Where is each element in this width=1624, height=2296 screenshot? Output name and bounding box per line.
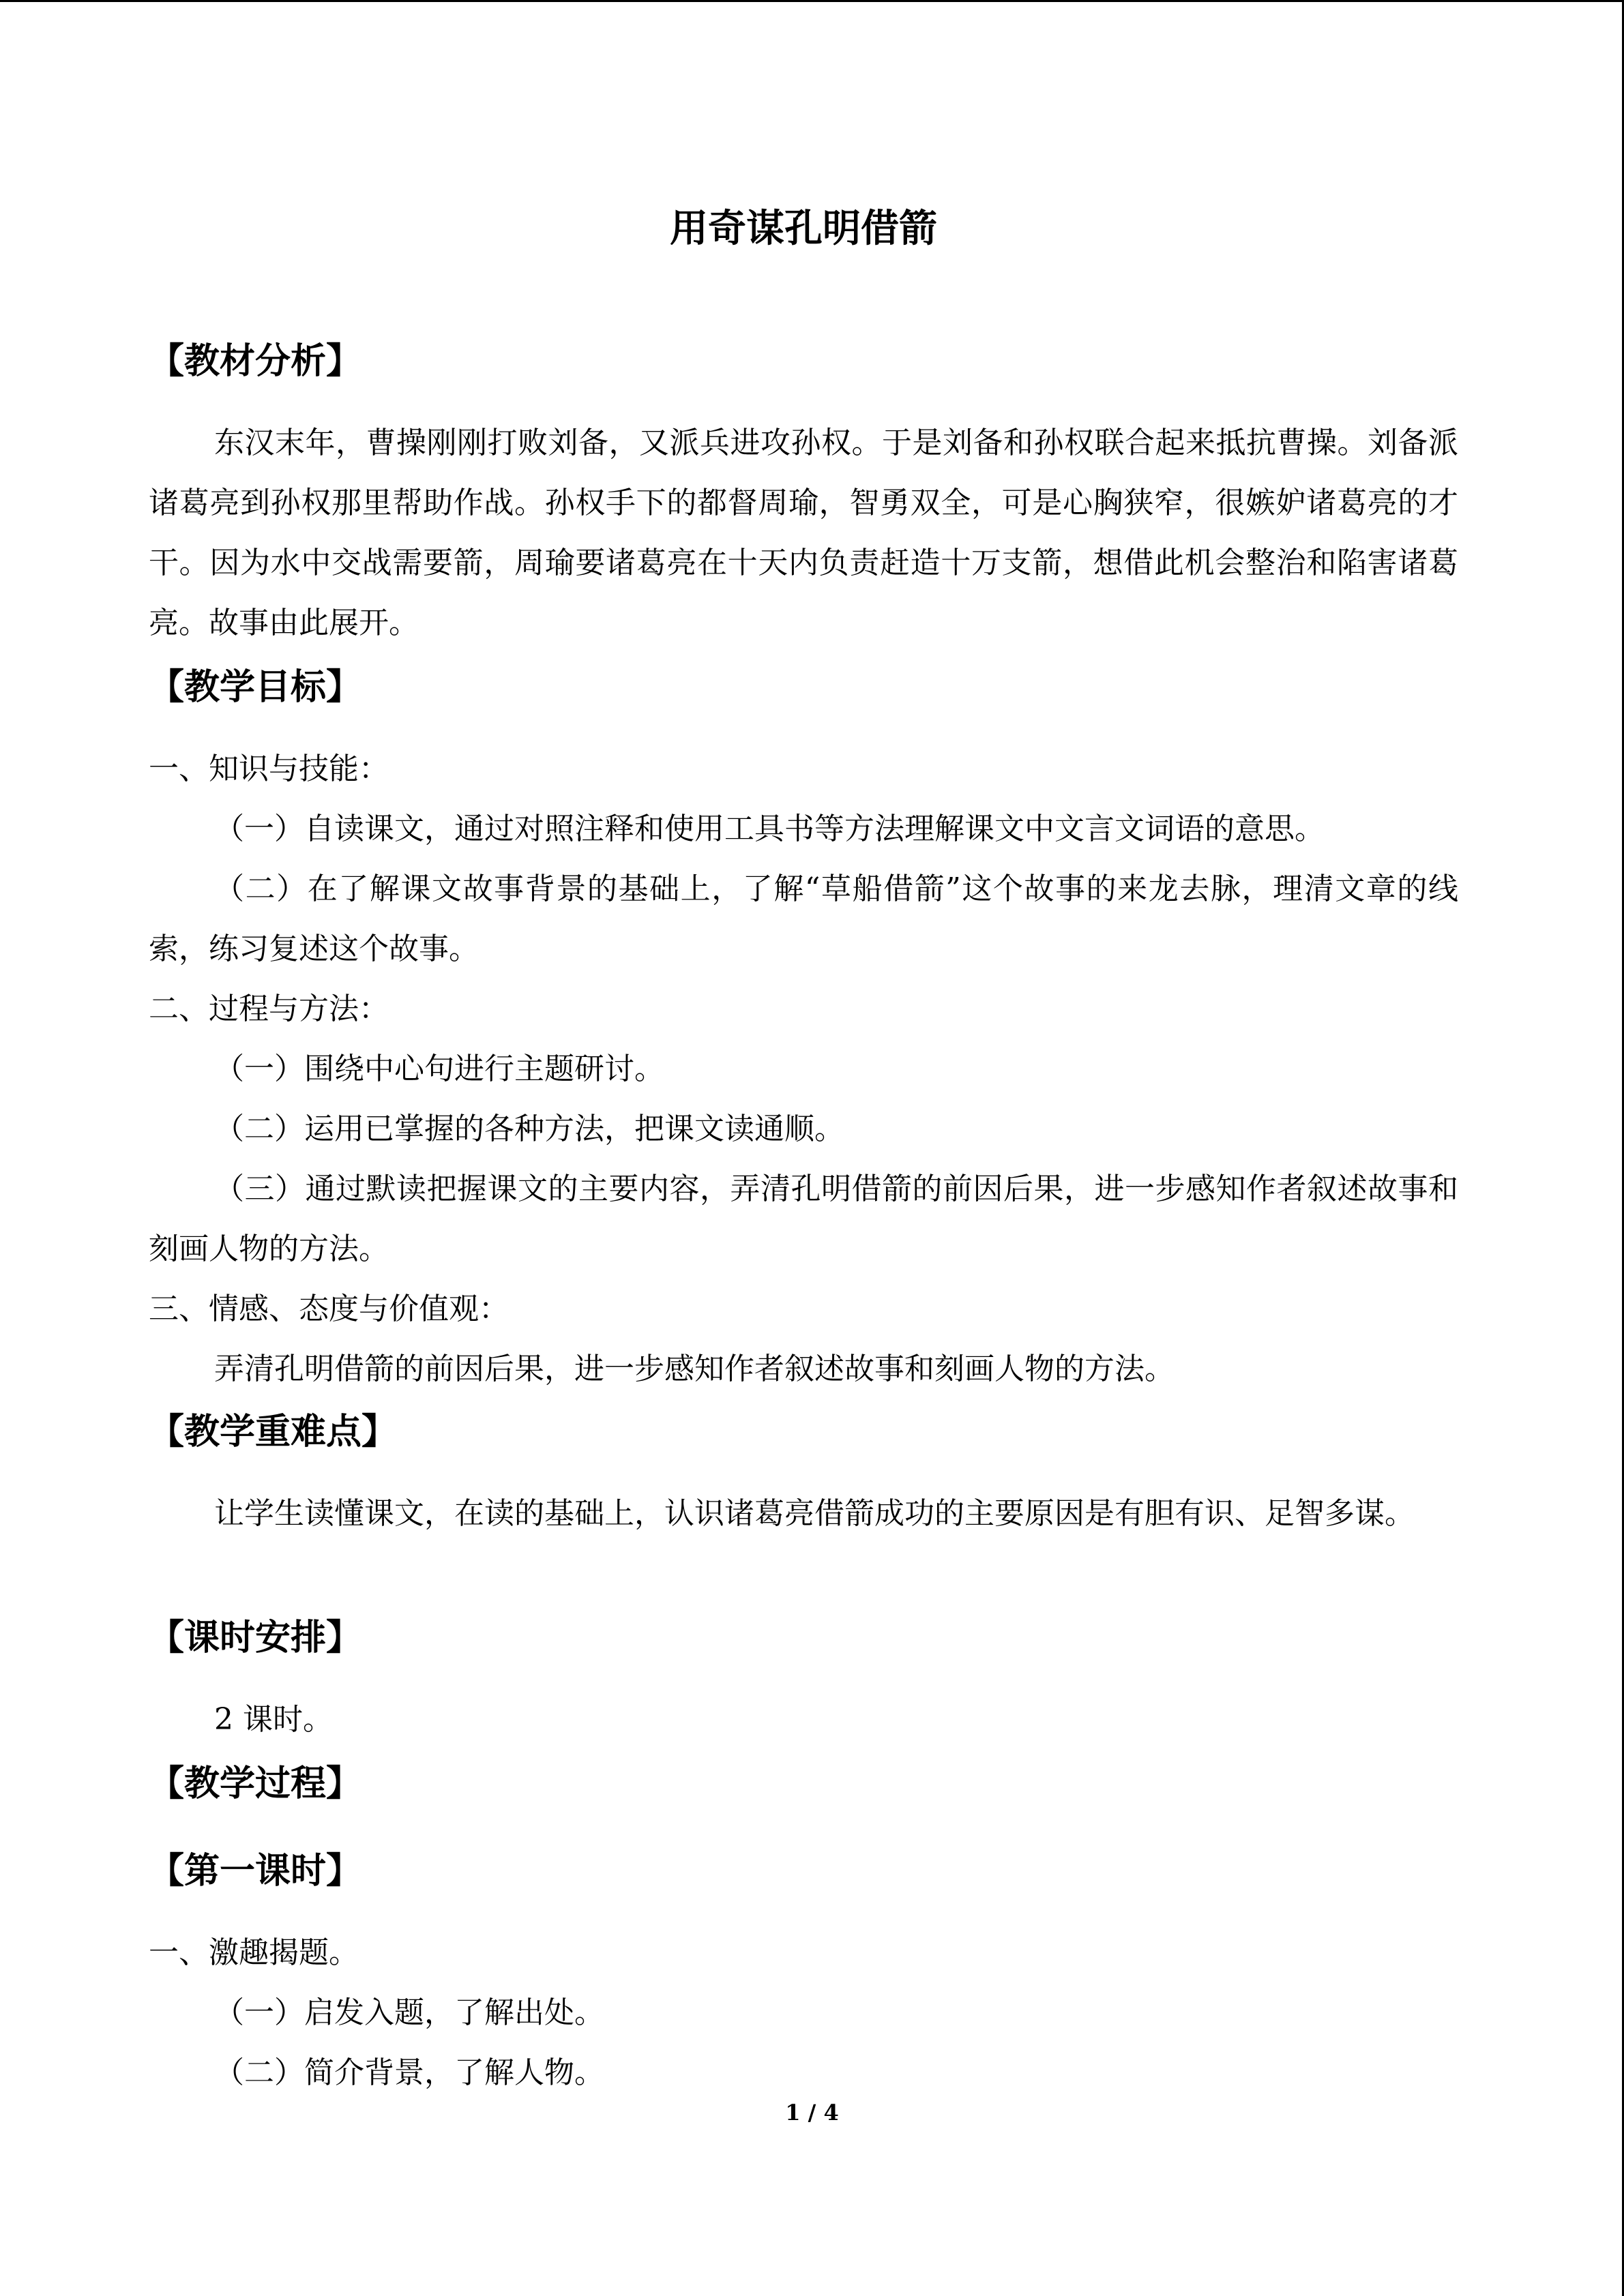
- goals-item-2a: （一）围绕中心句进行主题研讨。: [214, 1052, 664, 1086]
- goals-item-1: 一、知识与技能：: [149, 751, 389, 786]
- heading-schedule: 【课时安排】: [149, 1617, 362, 1658]
- goals-item-3-body: 弄清孔明借箭的前因后果，进一步感知作者叙述故事和刻画人物的方法。: [214, 1352, 1175, 1386]
- schedule-body: 2 课时。: [214, 1702, 333, 1737]
- goals-item-1a: （一）自读课文，通过对照注释和使用工具书等方法理解课文中文言文词语的意思。: [214, 811, 1325, 846]
- lesson1-item-1: 一、激趣揭题。: [149, 1935, 359, 1970]
- heading-keypoints: 【教学重难点】: [149, 1412, 398, 1452]
- goals-item-2b: （二）运用已掌握的各种方法，把课文读通顺。: [214, 1112, 844, 1146]
- lesson1-item-1b: （二）简介背景，了解人物。: [214, 2055, 604, 2090]
- goals-item-3: 三、情感、态度与价值观：: [149, 1292, 509, 1326]
- keypoints-body: 让学生读懂课文，在读的基础上，认识诸葛亮借箭成功的主要原因是有胆有识、足智多谋。: [214, 1496, 1415, 1531]
- goals-item-2c: （三）通过默读把握课文的主要内容，弄清孔明借箭的前因后果，进一步感知作者叙述故事和刻画人物的方法。: [149, 1172, 1458, 1266]
- heading-lesson1: 【第一课时】: [149, 1851, 362, 1892]
- analysis-body: 东汉末年，曹操刚刚打败刘备，又派兵进攻孙权。于是刘备和孙权联合起来抵抗曹操。刘备派诸葛亮到孙权那里帮助作战。孙权手下的都督周瑜，智勇双全，可是心胸狭窄，很嫉妒诸葛亮的才干。因为水中交战需要箭，周瑜要诸葛亮在十天内负责赶造十万支箭，想借此机会整治和陷害诸葛亮。故事由此展开。: [149, 426, 1458, 640]
- goals-item-2: 二、过程与方法：: [149, 992, 389, 1026]
- heading-analysis: 【教材分析】: [149, 341, 362, 382]
- heading-process: 【教学过程】: [149, 1763, 362, 1804]
- lesson1-item-1a: （一）启发入题，了解出处。: [214, 1995, 604, 2030]
- document-title: 用奇谋孔明借箭: [670, 207, 937, 251]
- heading-goals: 【教学目标】: [149, 667, 362, 708]
- page-number: 1 / 4: [785, 2100, 839, 2126]
- goals-item-1b: （二）在了解课文故事背景的基础上，了解“草船借箭”这个故事的来龙去脉，理清文章的线索，练习复述这个故事。: [149, 871, 1458, 966]
